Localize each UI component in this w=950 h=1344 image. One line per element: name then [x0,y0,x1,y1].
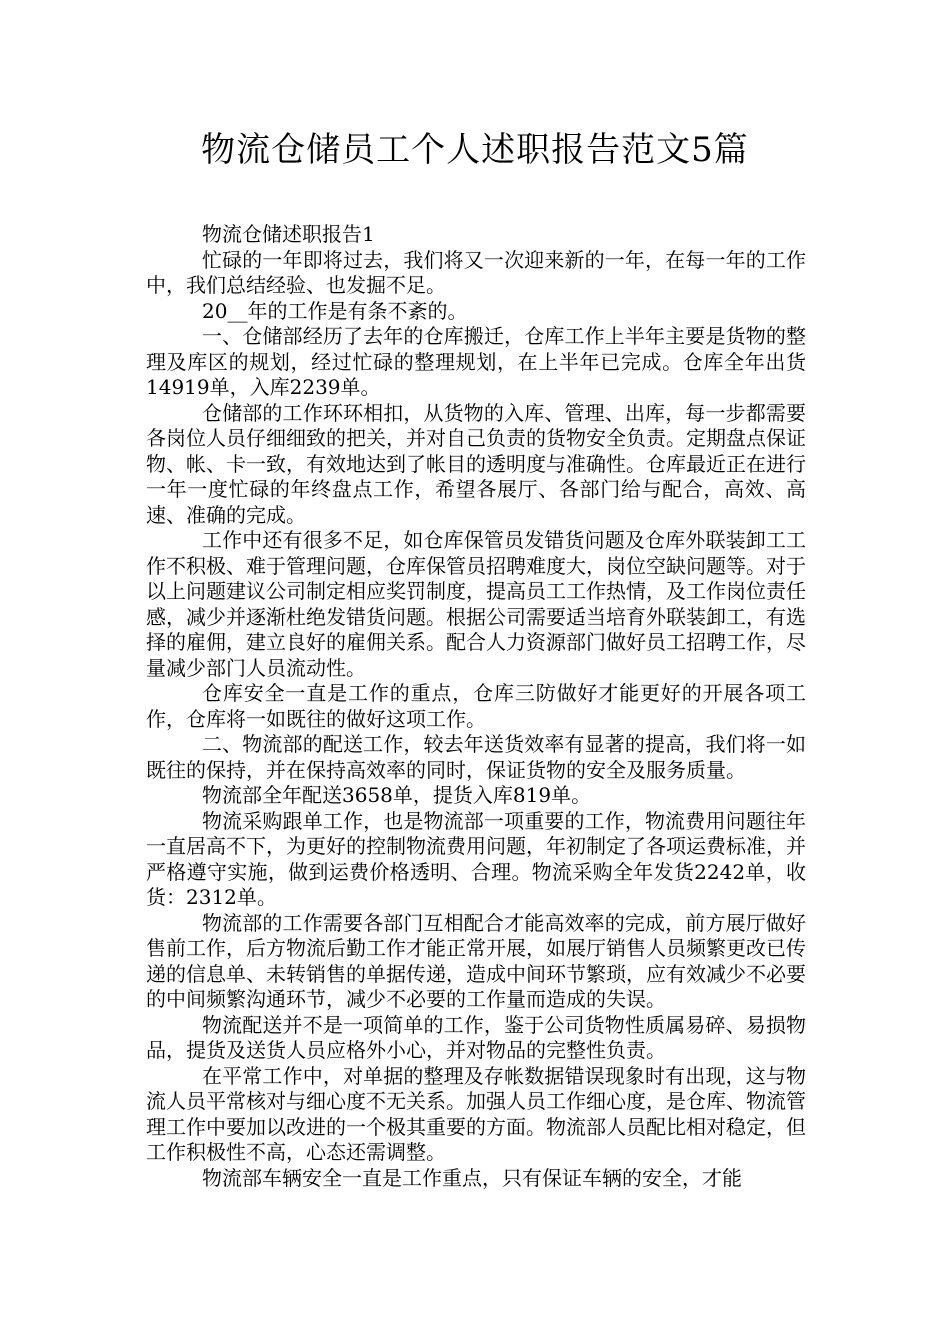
paragraph: 工作中还有很多不足，如仓库保管员发错货问题及仓库外联装卸工工作不积极、难于管理问题，仓库保管员招聘难度大，岗位空缺问题等。对于以上问题建议公司制定相应奖罚制度，提高员工工作热情，及工作岗位责任感，减少并逐渐杜绝发错货问题。根据公司需要适当培育外联装卸工，有选择的雇佣，建立良好的雇佣关系。配合人力资源部门做好员工招聘工作，尽量减少部门人员流动性。 [146,528,806,680]
paragraph: 物流部全年配送3658单，提货入库819单。 [202,783,592,807]
paragraph: 物流采购跟单工作，也是物流部一项重要的工作，物流费用问题往年一直居高不下，为更好的控制物流费用问题，年初制定了各项运费标准，并严格遵守实施，做到运费价格透明、合理。物流采购全年发货2242单，收货：2312单。 [146,808,806,909]
document-body [146,222,806,1191]
paragraph: 物流配送并不是一项简单的工作，鉴于公司货物性质属易碎、易损物品，提货及送货人员应格外小心，并对物品的完整性负责。 [146,1012,806,1062]
paragraph: 一、仓储部经历了去年的仓库搬迁，仓库工作上半年主要是货物的整理及库区的规划，经过忙碌的整理规划，在上半年已完成。仓库全年出货14919单，入库2239单。 [146,324,806,399]
paragraph: 20__年的工作是有条不紊的。 [202,298,468,323]
paragraph: 二、物流部的配送工作，较去年送货效率有显著的提高，我们将一如既往的保持，并在保持高效率的同时，保证货物的安全及服务质量。 [146,732,806,782]
paragraph: 仓储部的工作环环相扣，从货物的入库、管理、出库，每一步都需要各岗位人员仔细细致的把关，并对自己负责的货物安全负责。定期盘点保证物、帐、卡一致，有效地达到了帐目的透明度与准确性。仓库最近正在进行一年一度忙碌的年终盘点工作，希望各展厅、各部门给与配合，高效、高速、准确的完成。 [146,400,806,527]
paragraph: 在平常工作中，对单据的整理及存帐数据错误现象时有出现，这与物流人员平常核对与细心度不无关系。加强人员工作细心度，是仓库、物流管理工作中要加以改进的一个极其重要的方面。物流部人员配比相对稳定，但工作积极性不高，心态还需调整。 [146,1063,806,1164]
paragraph: 忙碌的一年即将过去，我们将又一次迎来新的一年，在每一年的工作中，我们总结经验、也发掘不足。 [146,247,806,297]
paragraph: 物流部车辆安全一直是工作重点，只有保证车辆的安全，才能 [202,1165,742,1190]
paragraph: 仓库安全一直是工作的重点，仓库三防做好才能更好的开展各项工作，仓库将一如既往的做好这项工作。 [146,681,806,731]
paragraph: 物流部的工作需要各部门互相配合才能高效率的完成，前方展厅做好售前工作，后方物流后勤工作才能正常开展，如展厅销售人员频繁更改已传递的信息单、未转销售的单据传递，造成中间环节繁琐，应有效减少不必要的中间频繁沟通环节，减少不必要的工作量而造成的失误。 [146,910,806,1011]
document-title: 物流仓储员工个人述职报告范文5篇 [201,130,749,170]
section-heading: 物流仓储述职报告1 [202,222,375,246]
